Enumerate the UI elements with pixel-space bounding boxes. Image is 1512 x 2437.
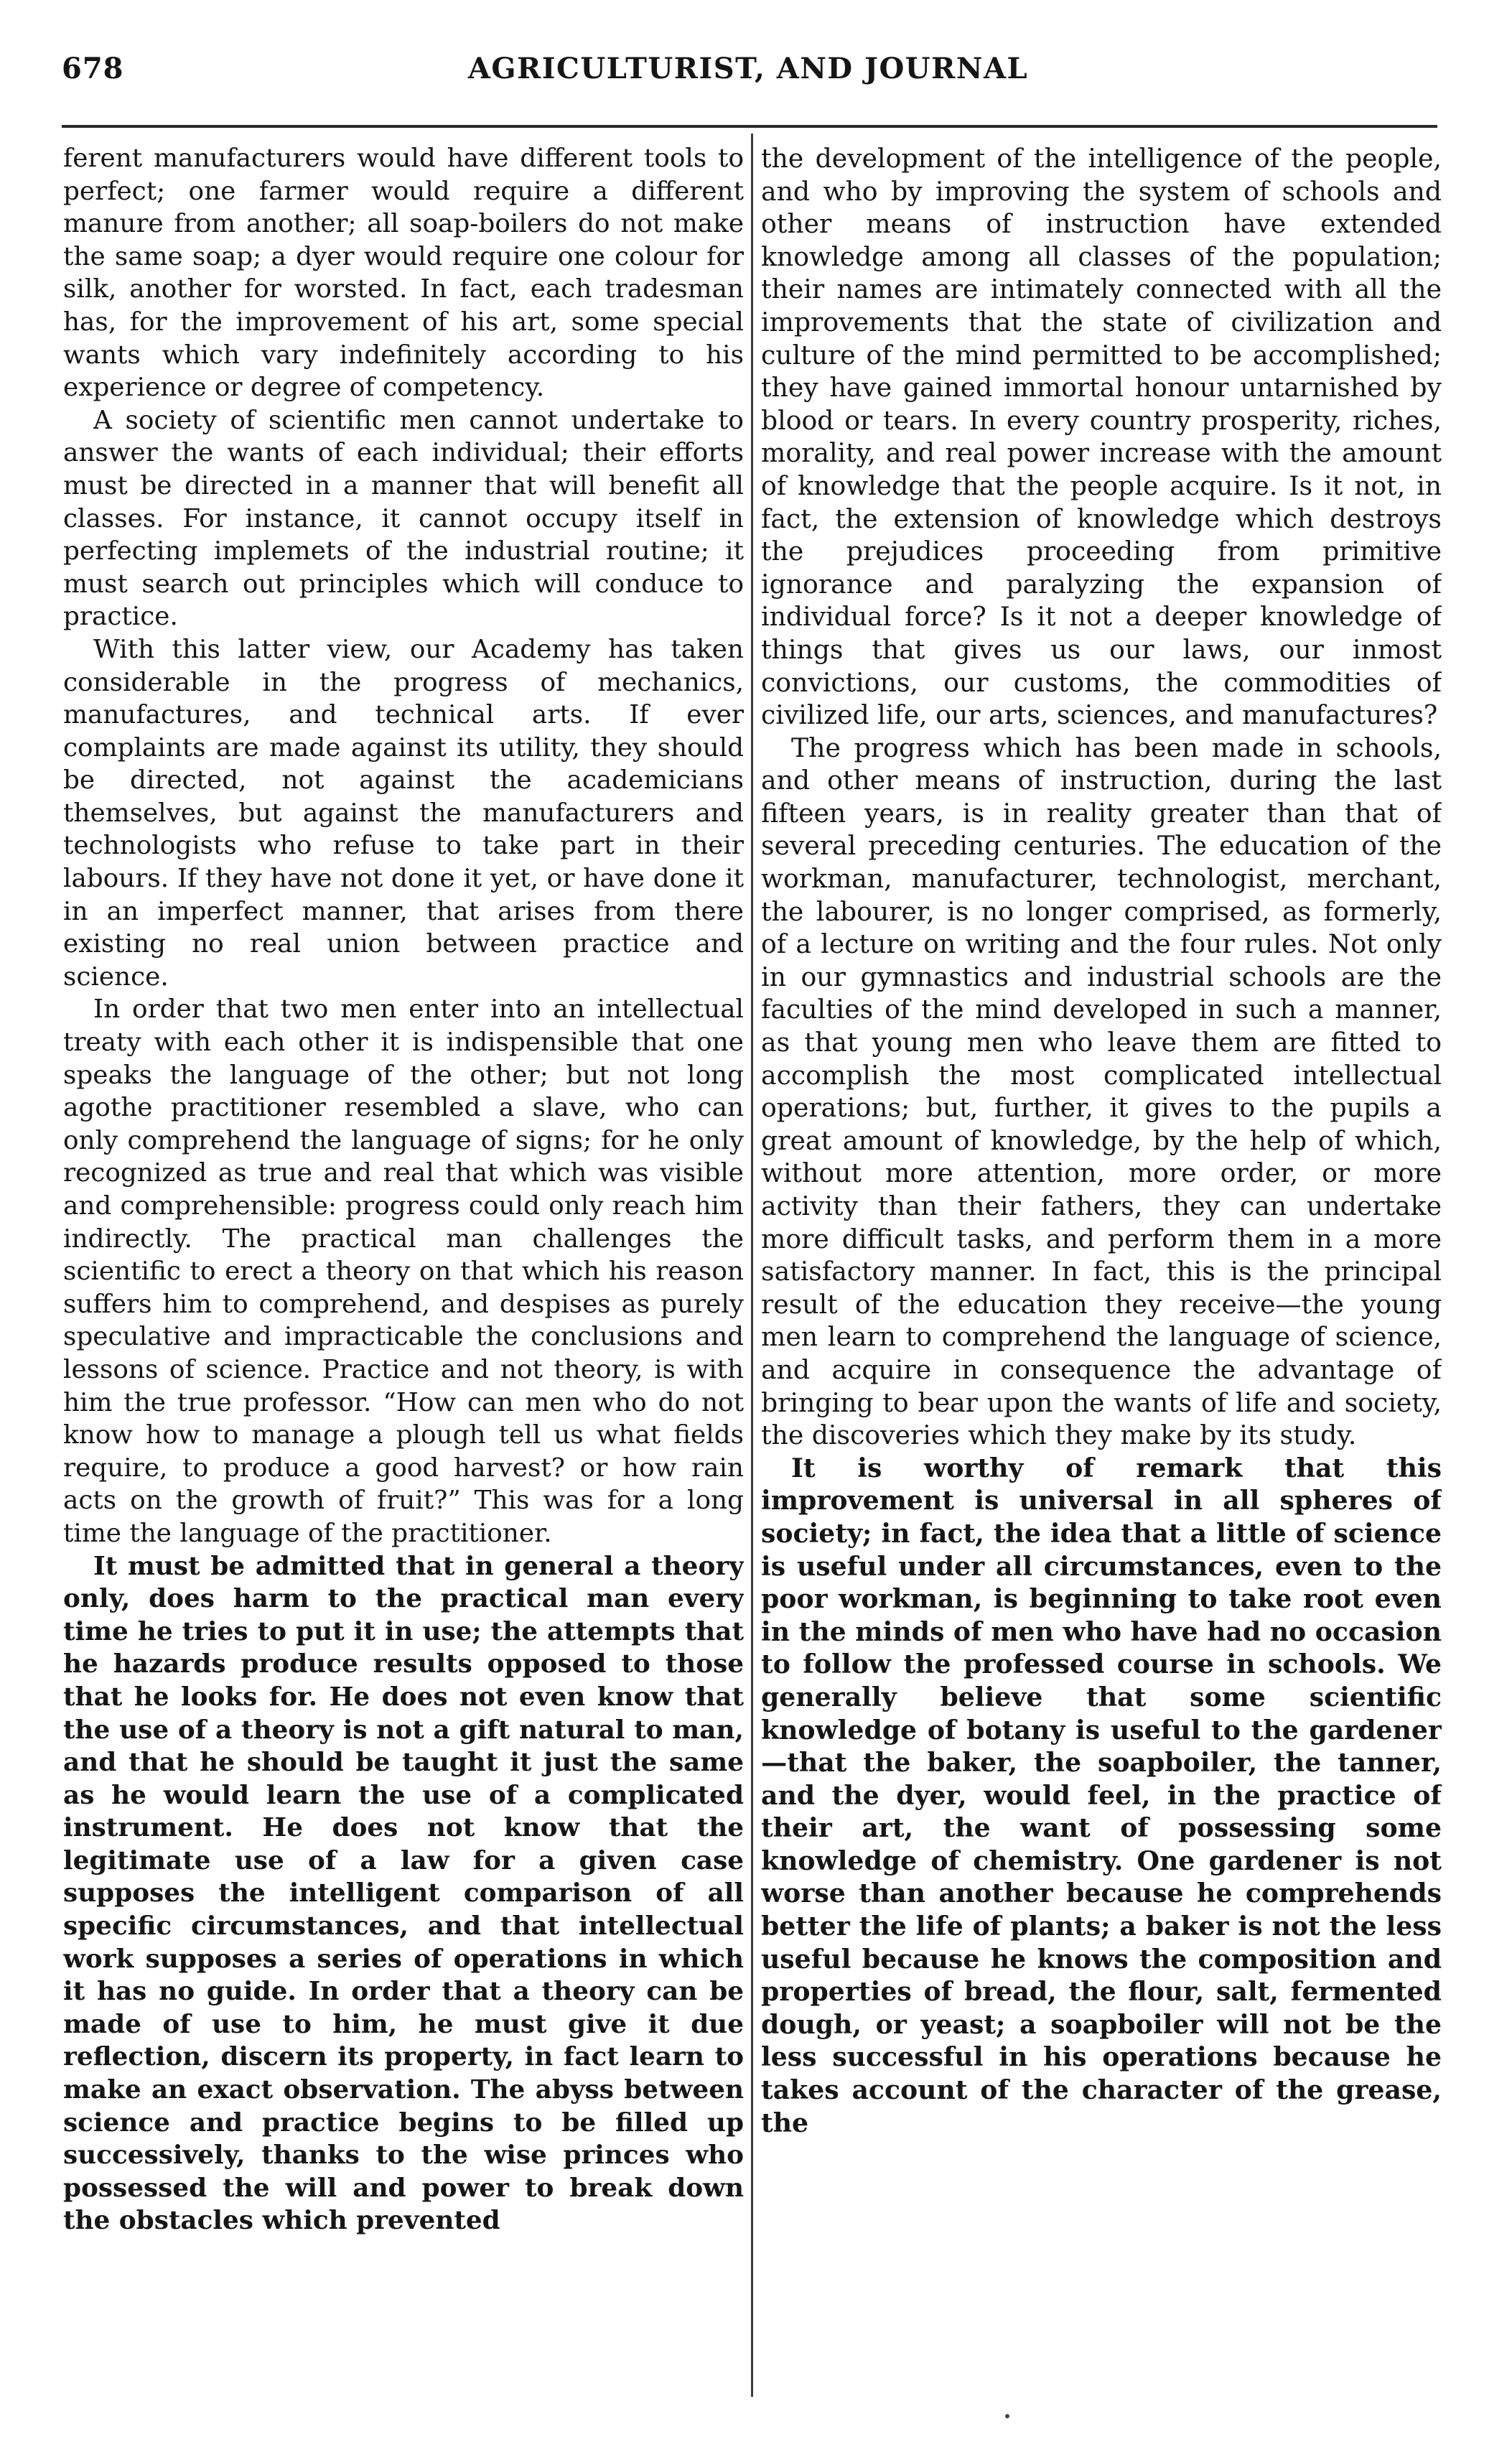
left-paragraph-5: It must be admitted that in general a theory only, does harm to the practical man every time he tries to put it in use; the attempts that he hazards produce results opposed to those that he looks for. He does not even know that the use of a theory is not a gift natural to man, and that he should be taught it just the same as he would learn the use of a complicated instrument. He does not know that the legitimate use of a law for a given case supposes the intelligent comparison of all specific circumstances, and that intellectual work supposes a series of operations in which it has no guide. In order that a theory can be made of use to him, he must give it due reflection, discern its property, in fact learn to make an exact observation. The abyss between science and practice begins to be filled up successively, thanks to the wise princes who possessed the will and power to break down the obstacles which prevented bbox=[63, 1550, 744, 2236]
right-paragraph-2: The progress which has been made in schools, and other means of instruction, during the last fifteen years, is in reality greater than that of several preceding centuries. The education of the workman, manufacturer, technologist, merchant, the labourer, is no longer comprised, as formerly, of a lecture on writing and the four rules. Not only in our gymnastics and industrial schools are the faculties of the mind developed in such a manner, as that young men who leave them are fitted to accomplish the most complicated intellectual operations; but, further, it gives to the pupils a great amount of knowledge, by the help of which, without more attention, more order, or more activity than their fathers, they can undertake more difficult tasks, and perform them in a more satisfactory manner. In fact, this is the principal result of the education they receive—the young men learn to comprehend the language of science, and acquire in consequence the advantage of bringing to bear upon the wants of life and society, the discoveries which they make by its study. bbox=[761, 732, 1442, 1451]
page-header bbox=[62, 45, 1434, 109]
left-paragraph-1: ferent manufacturers would have different tools to perfect; one farmer would require a different manure from another; all soap-boilers do not make the same soap; a dyer would require one colour for silk, another for worsted. In fact, each tradesman has, for the improvement of his art, some special wants which vary indefinitely according to his experience or degree of competency. bbox=[63, 144, 744, 403]
left-paragraph-4: In order that two men enter into an intellectual treaty with each other it is indispensible that one speaks the language of the other; but not long agothe practitioner resembled a slave, who can only comprehend the language of signs; for he only recognized as true and real that which was visible and comprehensible: progress could only reach him indirectly. The practical man challenges the scientific to erect a theory on that which his reason suffers him to comprehend, and despises as purely speculative and impracticable the conclusions and lessons of science. Practice and not theory, is with him the true professor. “How can men who do not know how to manage a plough tell us what fields require, to produce a good harvest? or how rain acts on the growth of fruit?” This was for a long time the language of the practitioner. bbox=[63, 994, 744, 1548]
header-rule bbox=[62, 125, 1437, 128]
ink-speck bbox=[1005, 2414, 1009, 2418]
left-column bbox=[63, 142, 744, 2390]
page-number: 678 bbox=[62, 52, 124, 85]
left-paragraph-2: A society of scientific men cannot undertake to answer the wants of each individual; their efforts must be directed in a manner that will benefit all classes. For instance, it cannot occupy itself in perfecting implemets of the industrial routine; it must search out principles which will conduce to practice. bbox=[63, 405, 744, 632]
right-paragraph-3: It is worthy of remark that this improvement is universal in all spheres of society; in fact, the idea that a little of science is useful under all circumstances, even to the poor workman, is beginning to take root even in the minds of men who have had no occasion to follow the professed course in schools. We generally believe that some scientific knowledge of botany is useful to the gardener—that the baker, the soapboiler, the tanner, and the dyer, would feel, in the practice of their art, the want of possessing some knowledge of chemistry. One gardener is not worse than another because he comprehends better the life of plants; a baker is not the less useful because he knows the composition and properties of bread, the flour, salt, fermented dough, or yeast; a soapboiler will not be the less successful in his operations because he takes account of the character of the grease, the bbox=[761, 1452, 1442, 2138]
right-paragraph-1: the development of the intelligence of the people, and who by improving the system of schools and other means of instruction have extended knowledge among all classes of the population; their names are intimately connected with all the improvements that the state of civilization and culture of the mind permitted to be accomplished; they have gained immortal honour untarnished by blood or tears. In every country prosperity, riches, morality, and real power increase with the amount of knowledge that the people acquire. Is it not, in fact, the extension of knowledge which destroys the prejudices proceeding from primitive ignorance and paralyzing the expansion of individual force? Is it not a deeper knowledge of things that gives us our laws, our inmost convictions, our customs, the commodities of civilized life, our arts, sciences, and manufactures? bbox=[761, 143, 1442, 731]
right-column bbox=[761, 142, 1442, 2390]
left-paragraph-3: With this latter view, our Academy has taken considerable in the progress of mechanics, manufactures, and technical arts. If ever complaints are made against its utility, they should be directed, not against the academicians themselves, but against the manufacturers and technologists who refuse to take part in their labours. If they have not done it yet, or have done it in an imperfect manner, that arises from there existing no real union between practice and science. bbox=[63, 634, 744, 992]
column-divider bbox=[751, 134, 753, 2397]
running-title: AGRICULTURIST, AND JOURNAL bbox=[467, 52, 1029, 85]
